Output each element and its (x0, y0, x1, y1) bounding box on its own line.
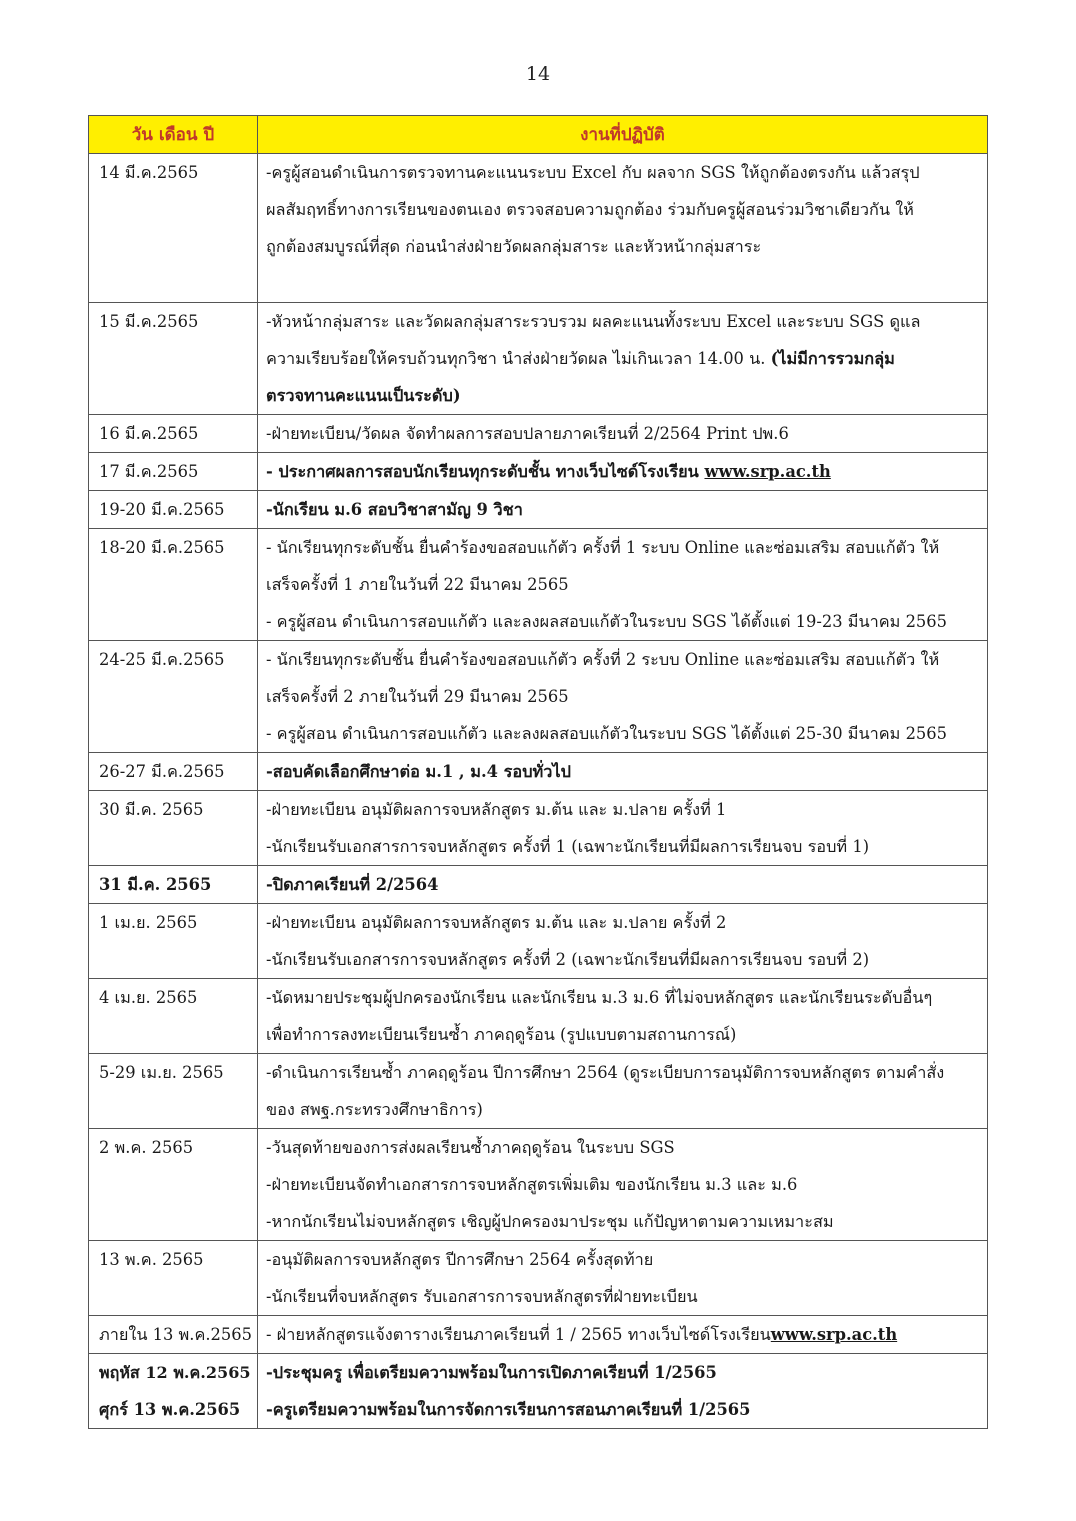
row-date: 2 พ.ค. 2565 (89, 1129, 258, 1241)
row-task (258, 1354, 988, 1429)
table-row (89, 641, 988, 753)
row-task (258, 1129, 988, 1241)
table-row (89, 791, 988, 866)
table-row (89, 529, 988, 641)
task-line: เพื่อทำการลงทะเบียนเรียนซ้ำ ภาคฤดูร้อน (รูปแบบตามสถานการณ์) (266, 1025, 737, 1044)
table-row (89, 1054, 988, 1129)
task-line: เสร็จครั้งที่ 1 ภายในวันที่ 22 มีนาคม 2565 (266, 575, 569, 594)
school-website-link[interactable]: www.srp.ac.th (704, 462, 831, 481)
task-line: -ดำเนินการเรียนซ้ำ ภาคฤดูร้อน ปีการศึกษา 2564 (ดูระเบียบการอนุมัติการจบหลักสูตร ตามคำสั่ง (266, 1063, 945, 1082)
row-date: 26-27 มี.ค.2565 (89, 753, 258, 791)
row-task (258, 154, 988, 303)
task-line: ผลสัมฤทธิ์ทางการเรียนของตนเอง ตรวจสอบความถูกต้อง ร่วมกับครูผู้สอนร่วมวิชาเดียวกัน ให้ (266, 200, 914, 219)
row-date: 15 มี.ค.2565 (89, 303, 258, 415)
page-number: 14 (525, 63, 551, 85)
task-line: ถูกต้องสมบูรณ์ที่สุด ก่อนนำส่งฝ่ายวัดผลกลุ่มสาระ และหัวหน้ากลุ่มสาระ (266, 237, 762, 256)
row-date: 31 มี.ค. 2565 (89, 866, 258, 904)
task-line: -ครูผู้สอนดำเนินการตรวจทานคะแนนระบบ Excel กับ ผลจาก SGS ให้ถูกต้องตรงกัน แล้วสรุป (266, 163, 920, 182)
row-date: 24-25 มี.ค.2565 (89, 641, 258, 753)
task-line: -อนุมัติผลการจบหลักสูตร ปีการศึกษา 2564 ครั้งสุดท้าย (266, 1250, 654, 1269)
task-line-bold-text: - ประกาศผลการสอบนักเรียนทุกระดับชั้น ทางเว็บไซด์โรงเรียน (266, 462, 705, 481)
task-line: -ฝ่ายทะเบียนจัดทำเอกสารการจบหลักสูตรเพิ่มเติม ของนักเรียน ม.3 และ ม.6 (266, 1175, 798, 1194)
task-line: -ฝ่ายทะเบียน อนุมัติผลการจบหลักสูตร ม.ต้น และ ม.ปลาย ครั้งที่ 2 (266, 913, 727, 932)
table-row (89, 415, 988, 453)
row-task (258, 1054, 988, 1129)
row-task (258, 491, 988, 529)
row-task (258, 866, 988, 904)
table-row (89, 753, 988, 791)
row-task (258, 303, 988, 415)
table-row (89, 866, 988, 904)
task-line: - นักเรียนทุกระดับชั้น ยื่นคำร้องขอสอบแก้ตัว ครั้งที่ 1 ระบบ Online และซ่อมเสริม สอบแก้ตัว ให้ (266, 538, 940, 557)
task-line-bold-text: ตรวจทานคะแนนเป็นระดับ) (266, 386, 461, 405)
header-task: งานที่ปฏิบัติ (258, 116, 988, 154)
task-line: - ครูผู้สอน ดำเนินการสอบแก้ตัว และลงผลสอบแก้ตัวในระบบ SGS ได้ตั้งแต่ 19-23 มีนาคม 2565 (266, 612, 948, 631)
task-line: - ครูผู้สอน ดำเนินการสอบแก้ตัว และลงผลสอบแก้ตัวในระบบ SGS ได้ตั้งแต่ 25-30 มีนาคม 2565 (266, 724, 948, 743)
task-line-text: - ฝ่ายหลักสูตรแจ้งตารางเรียนภาคเรียนที่ 1 / 2565 ทางเว็บไซด์โรงเรียน (266, 1325, 771, 1344)
table-row (89, 904, 988, 979)
table-row (89, 453, 988, 491)
task-line: เสร็จครั้งที่ 2 ภายในวันที่ 29 มีนาคม 2565 (266, 687, 569, 706)
header-date: วัน เดือน ปี (89, 116, 258, 154)
row-date: ภายใน 13 พ.ค.2565 (89, 1316, 258, 1354)
task-line: -นัดหมายประชุมผู้ปกครองนักเรียน และนักเรียน ม.3 ม.6 ที่ไม่จบหลักสูตร และนักเรียนระดับอื่นๆ (266, 988, 933, 1007)
row-date: 18-20 มี.ค.2565 (89, 529, 258, 641)
task-line: -หัวหน้ากลุ่มสาระ และวัดผลกลุ่มสาระรวบรวม ผลคะแนนทั้งระบบ Excel และระบบ SGS ดูแล (266, 312, 921, 331)
task-line-bold-text: -นักเรียน ม.6 สอบวิชาสามัญ 9 วิชา (266, 500, 523, 519)
table-row (89, 979, 988, 1054)
row-date: 30 มี.ค. 2565 (89, 791, 258, 866)
task-line-text: ความเรียบร้อยให้ครบถ้วนทุกวิชา นำส่งฝ่ายวัดผล ไม่เกินเวลา 14.00 น. (266, 349, 771, 368)
row-date: 13 พ.ค. 2565 (89, 1241, 258, 1316)
row-date-line: ศุกร์ 13 พ.ค.2565 (99, 1400, 241, 1419)
school-website-link[interactable]: www.srp.ac.th (770, 1325, 898, 1344)
task-line-bold-text: -ปิดภาคเรียนที่ 2/2564 (266, 875, 439, 894)
row-date: 1 เม.ย. 2565 (89, 904, 258, 979)
row-task (258, 453, 988, 491)
task-line: -หากนักเรียนไม่จบหลักสูตร เชิญผู้ปกครองมาประชุม แก้ปัญหาตามความเหมาะสม (266, 1212, 834, 1231)
task-line-bold-text: (ไม่มีการรวมกลุ่ม (770, 349, 895, 368)
task-line: -ฝ่ายทะเบียน/วัดผล จัดทำผลการสอบปลายภาคเรียนที่ 2/2564 Print ปพ.6 (266, 424, 789, 443)
row-task (258, 979, 988, 1054)
table-row (89, 1129, 988, 1241)
task-line: -นักเรียนรับเอกสารการจบหลักสูตร ครั้งที่ 2 (เฉพาะนักเรียนที่มีผลการเรียนจบ รอบที่ 2) (266, 950, 870, 969)
task-line: -วันสุดท้ายของการส่งผลเรียนซ้ำภาคฤดูร้อน ในระบบ SGS (266, 1138, 675, 1157)
row-task (258, 1241, 988, 1316)
row-task (258, 904, 988, 979)
table-row (89, 303, 988, 415)
row-task (258, 415, 988, 453)
table-row (89, 1241, 988, 1316)
task-line: -นักเรียนที่จบหลักสูตร รับเอกสารการจบหลักสูตรที่ฝ่ายทะเบียน (266, 1287, 698, 1306)
schedule-table (88, 115, 988, 1429)
row-date: 19-20 มี.ค.2565 (89, 491, 258, 529)
task-line-bold-text: -ครูเตรียมความพร้อมในการจัดการเรียนการสอนภาคเรียนที่ 1/2565 (266, 1400, 751, 1419)
row-task (258, 791, 988, 866)
row-date: 4 เม.ย. 2565 (89, 979, 258, 1054)
row-date (89, 1354, 258, 1429)
table-row (89, 491, 988, 529)
task-line: -ฝ่ายทะเบียน อนุมัติผลการจบหลักสูตร ม.ต้น และ ม.ปลาย ครั้งที่ 1 (266, 800, 727, 819)
row-task (258, 641, 988, 753)
task-line (266, 1316, 979, 1353)
table-row (89, 1354, 988, 1429)
task-line: - นักเรียนทุกระดับชั้น ยื่นคำร้องขอสอบแก้ตัว ครั้งที่ 2 ระบบ Online และซ่อมเสริม สอบแก้ตัว ให้ (266, 650, 940, 669)
task-line: -นักเรียนรับเอกสารการจบหลักสูตร ครั้งที่ 1 (เฉพาะนักเรียนที่มีผลการเรียนจบ รอบที่ 1) (266, 837, 870, 856)
table-row (89, 154, 988, 303)
table-row (89, 1316, 988, 1354)
row-task (258, 1316, 988, 1354)
task-line-bold-text: -ประชุมครู เพื่อเตรียมความพร้อมในการเปิดภาคเรียนที่ 1/2565 (266, 1363, 717, 1382)
task-line: ของ สพฐ.กระทรวงศึกษาธิการ) (266, 1100, 483, 1119)
task-line (266, 453, 979, 490)
row-task (258, 753, 988, 791)
row-date-line: พฤหัส 12 พ.ค.2565 (99, 1363, 251, 1382)
table-header-row (89, 116, 988, 154)
row-date: 5-29 เม.ย. 2565 (89, 1054, 258, 1129)
row-date: 16 มี.ค.2565 (89, 415, 258, 453)
row-task (258, 529, 988, 641)
task-line-bold-text: -สอบคัดเลือกศึกษาต่อ ม.1 , ม.4 รอบทั่วไป (266, 762, 571, 781)
row-date: 14 มี.ค.2565 (89, 154, 258, 303)
task-line (266, 340, 979, 377)
row-date: 17 มี.ค.2565 (89, 453, 258, 491)
